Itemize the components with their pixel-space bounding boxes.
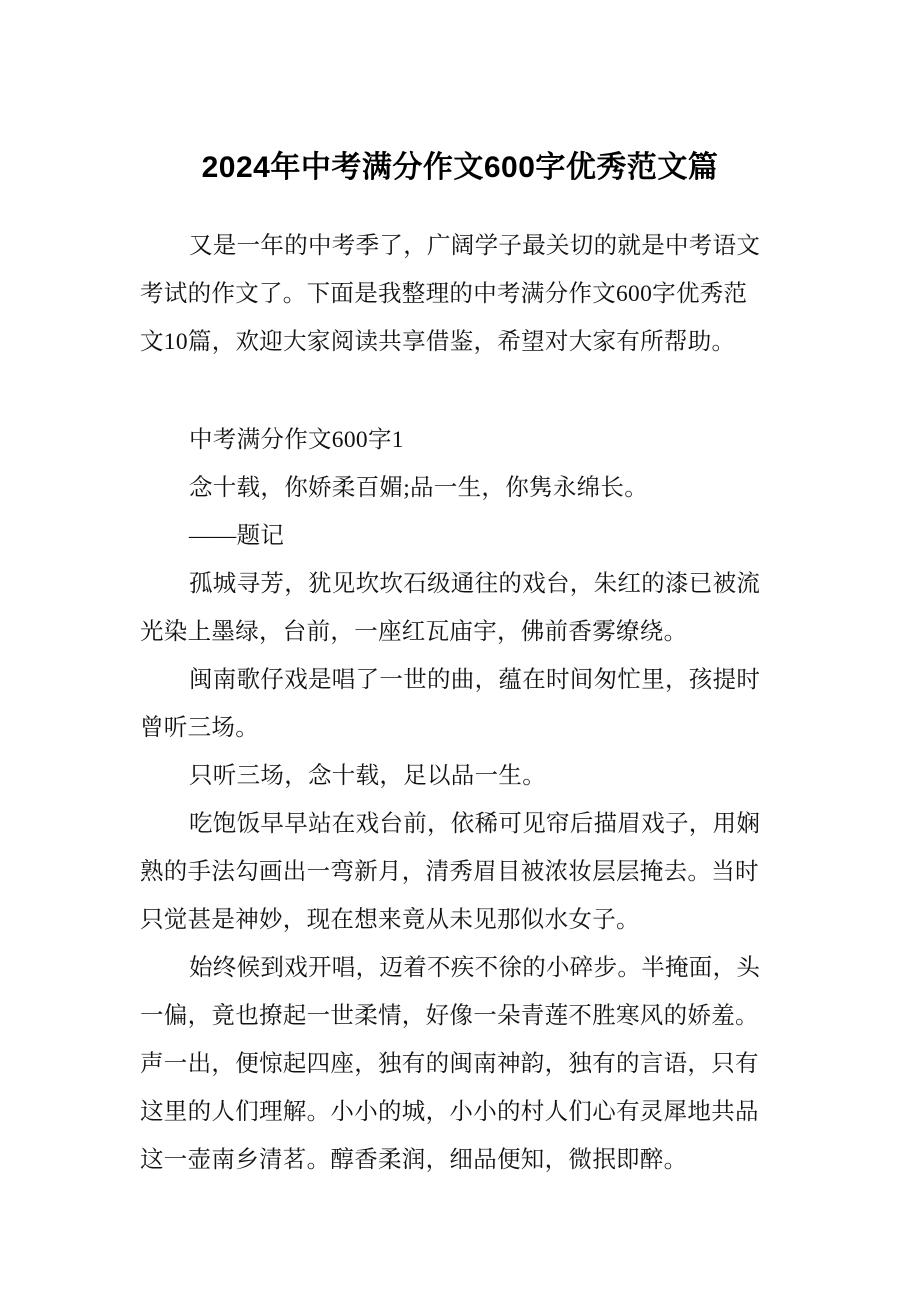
intro-line: 又是一年的中考季了，广阔学子最关切的就是中考语文 [189,233,761,259]
body-line: 声一出，便惊起四座，独有的闽南神韵，独有的言语，只有 [140,1051,759,1077]
body-line: 一偏，竟也撩起一世柔情，好像一朵青莲不胜寒风的娇羞。 [140,1003,759,1029]
body-line: 闽南歌仔戏是唱了一世的曲，蕴在时间匆忙里，孩提时 [189,667,761,693]
body-line: 这一壶南乡清茗。醇香柔润，细品便知，微抿即醉。 [140,1147,688,1173]
essay-heading: 中考满分作文600字1 [189,427,404,453]
epigraph-line: 念十载，你娇柔百媚;品一生，你隽永绵长。 [189,475,649,501]
body-line: 熟的手法勾画出一弯新月，清秀眉目被浓妆层层掩去。当时 [140,859,759,885]
body-line: 这里的人们理解。小小的城，小小的村人们心有灵犀地共品 [140,1099,759,1125]
body-line: 孤城寻芳，犹见坎坎石级通往的戏台，朱红的漆已被流 [189,571,761,597]
body-line: 只觉甚是神妙，现在想来竟从未见那似水女子。 [140,907,640,933]
body-line: 吃饱饭早早站在戏台前，依稀可见帘后描眉戏子，用娴 [189,811,761,837]
body-line: 光染上墨绿，台前，一座红瓦庙宇，佛前香雾缭绕。 [140,619,688,645]
intro-line: 考试的作文了。下面是我整理的中考满分作文600字优秀范 [140,281,748,307]
body-line: 只听三场，念十载，足以品一生。 [189,763,546,789]
body-line: 曾听三场。 [140,715,259,741]
epigraph-source: ——题记 [189,523,285,549]
intro-line: 文10篇，欢迎大家阅读共享借鉴，希望对大家有所帮助。 [140,329,736,355]
document-title: 2024年中考满分作文600字优秀范文篇 [201,151,719,184]
body-line: 始终候到戏开唱，迈着不疾不徐的小碎步。半掩面，头 [189,955,761,981]
